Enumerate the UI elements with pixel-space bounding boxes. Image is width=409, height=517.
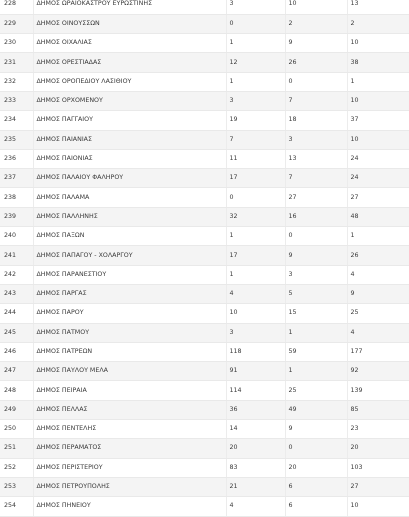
value-a: 12	[226, 53, 285, 72]
value-b: 15	[285, 304, 347, 323]
table-row	[0, 207, 409, 226]
value-total: 4	[347, 323, 409, 342]
value-total: 25	[347, 304, 409, 323]
value-a: 17	[226, 246, 285, 265]
municipality-name: ΔΗΜΟΣ ΠΑΤΜΟΥ	[33, 323, 226, 342]
value-b: 6	[285, 497, 347, 516]
value-b: 5	[285, 284, 347, 303]
value-a: 11	[226, 149, 285, 168]
table-row	[0, 381, 409, 400]
value-b: 7	[285, 91, 347, 110]
table-row	[0, 362, 409, 381]
municipality-name: ΔΗΜΟΣ ΠΕΤΡΟΥΠΟΛΗΣ	[33, 477, 226, 496]
row-index: 242	[0, 265, 33, 284]
municipality-name: ΔΗΜΟΣ ΠΕΝΤΕΛΗΣ	[33, 420, 226, 439]
value-total: 1	[347, 72, 409, 91]
value-total: 10	[347, 497, 409, 516]
value-total: 4	[347, 265, 409, 284]
value-a: 36	[226, 400, 285, 419]
row-index: 230	[0, 34, 33, 53]
municipality-name: ΔΗΜΟΣ ΠΑΛΑΙΟΥ ΦΑΛΗΡΟΥ	[33, 169, 226, 188]
value-total: 2	[347, 14, 409, 33]
row-index: 232	[0, 72, 33, 91]
value-b: 26	[285, 53, 347, 72]
table-row	[0, 130, 409, 149]
table-row	[0, 14, 409, 33]
value-a: 4	[226, 284, 285, 303]
value-total: 177	[347, 342, 409, 361]
row-index: 235	[0, 130, 33, 149]
value-a: 4	[226, 497, 285, 516]
municipality-name: ΔΗΜΟΣ ΠΑΙΑΝΙΑΣ	[33, 130, 226, 149]
value-a: 3	[226, 323, 285, 342]
value-b: 49	[285, 400, 347, 419]
row-index: 253	[0, 477, 33, 496]
row-index: 231	[0, 53, 33, 72]
row-index: 247	[0, 362, 33, 381]
value-total: 38	[347, 53, 409, 72]
value-b: 3	[285, 130, 347, 149]
table-row	[0, 265, 409, 284]
value-a: 1	[226, 72, 285, 91]
table-row	[0, 497, 409, 516]
value-total: 24	[347, 149, 409, 168]
value-a: 19	[226, 111, 285, 130]
value-a: 0	[226, 188, 285, 207]
table-row	[0, 72, 409, 91]
table-row	[0, 0, 409, 14]
value-b: 9	[285, 420, 347, 439]
value-b: 10	[285, 0, 347, 14]
municipality-name: ΔΗΜΟΣ ΠΕΛΛΑΣ	[33, 400, 226, 419]
row-index: 246	[0, 342, 33, 361]
table-row	[0, 323, 409, 342]
municipality-name: ΔΗΜΟΣ ΠΗΝΕΙΟΥ	[33, 497, 226, 516]
municipality-name: ΔΗΜΟΣ ΠΑΛΛΗΝΗΣ	[33, 207, 226, 226]
value-b: 2	[285, 14, 347, 33]
value-a: 1	[226, 265, 285, 284]
row-index: 252	[0, 458, 33, 477]
row-index: 233	[0, 91, 33, 110]
municipality-name: ΔΗΜΟΣ ΠΑΓΓΑΙΟΥ	[33, 111, 226, 130]
municipality-name: ΔΗΜΟΣ ΟΡΧΟΜΕΝΟΥ	[33, 91, 226, 110]
value-a: 3	[226, 91, 285, 110]
value-a: 20	[226, 439, 285, 458]
value-total: 139	[347, 381, 409, 400]
value-b: 9	[285, 34, 347, 53]
row-index: 238	[0, 188, 33, 207]
row-index: 236	[0, 149, 33, 168]
value-b: 27	[285, 188, 347, 207]
table-row	[0, 169, 409, 188]
value-b: 7	[285, 169, 347, 188]
row-index: 237	[0, 169, 33, 188]
value-b: 16	[285, 207, 347, 226]
value-total: 10	[347, 130, 409, 149]
table-row	[0, 420, 409, 439]
table-row	[0, 304, 409, 323]
value-b: 25	[285, 381, 347, 400]
municipality-name: ΔΗΜΟΣ ΠΑΞΩΝ	[33, 227, 226, 246]
value-a: 1	[226, 34, 285, 53]
value-total: 103	[347, 458, 409, 477]
municipality-name: ΔΗΜΟΣ ΠΑΛΑΜΑ	[33, 188, 226, 207]
value-total: 26	[347, 246, 409, 265]
row-index: 229	[0, 14, 33, 33]
value-b: 3	[285, 265, 347, 284]
municipality-name: ΔΗΜΟΣ ΠΑΙΟΝΙΑΣ	[33, 149, 226, 168]
row-index: 239	[0, 207, 33, 226]
row-index: 249	[0, 400, 33, 419]
table-row	[0, 246, 409, 265]
table-row	[0, 284, 409, 303]
municipality-name: ΔΗΜΟΣ ΠΕΡΑΜΑΤΟΣ	[33, 439, 226, 458]
value-b: 59	[285, 342, 347, 361]
municipality-name: ΔΗΜΟΣ ΟΡΟΠΕΔΙΟΥ ΛΑΣΙΘΙΟΥ	[33, 72, 226, 91]
table-row	[0, 188, 409, 207]
table-row	[0, 91, 409, 110]
municipality-name: ΔΗΜΟΣ ΠΑΡΓΑΣ	[33, 284, 226, 303]
value-a: 0	[226, 14, 285, 33]
municipality-name: ΔΗΜΟΣ ΟΡΕΣΤΙΑΔΑΣ	[33, 53, 226, 72]
value-total: 48	[347, 207, 409, 226]
value-total: 92	[347, 362, 409, 381]
table-row	[0, 227, 409, 246]
municipality-name: ΔΗΜΟΣ ΠΕΡΙΣΤΕΡΙΟΥ	[33, 458, 226, 477]
municipality-name: ΔΗΜΟΣ ΠΑΡΑΝΕΣΤΙΟΥ	[33, 265, 226, 284]
value-a: 17	[226, 169, 285, 188]
value-b: 1	[285, 323, 347, 342]
value-total: 10	[347, 91, 409, 110]
value-a: 14	[226, 420, 285, 439]
table-row	[0, 34, 409, 53]
table-row	[0, 342, 409, 361]
value-a: 21	[226, 477, 285, 496]
value-b: 0	[285, 439, 347, 458]
value-total: 13	[347, 0, 409, 14]
table-row	[0, 400, 409, 419]
value-b: 13	[285, 149, 347, 168]
municipality-name: ΔΗΜΟΣ ΠΑΠΑΓΟΥ - ΧΟΛΑΡΓΟΥ	[33, 246, 226, 265]
row-index: 245	[0, 323, 33, 342]
value-a: 7	[226, 130, 285, 149]
municipality-name: ΔΗΜΟΣ ΠΑΥΛΟΥ ΜΕΛΑ	[33, 362, 226, 381]
row-index: 250	[0, 420, 33, 439]
value-b: 20	[285, 458, 347, 477]
value-a: 32	[226, 207, 285, 226]
row-index: 244	[0, 304, 33, 323]
row-index: 241	[0, 246, 33, 265]
value-b: 9	[285, 246, 347, 265]
value-total: 37	[347, 111, 409, 130]
municipality-name: ΔΗΜΟΣ ΠΑΤΡΕΩΝ	[33, 342, 226, 361]
municipality-name: ΔΗΜΟΣ ΠΑΡΟΥ	[33, 304, 226, 323]
value-a: 91	[226, 362, 285, 381]
table-row	[0, 53, 409, 72]
value-b: 0	[285, 227, 347, 246]
municipality-name: ΔΗΜΟΣ ΩΡΑΙΟΚΑΣΤΡΟΥ ΕΥΡΩΣΤΙΝΗΣ	[33, 0, 226, 14]
row-index: 234	[0, 111, 33, 130]
value-a: 114	[226, 381, 285, 400]
value-b: 18	[285, 111, 347, 130]
value-total: 23	[347, 420, 409, 439]
row-index: 251	[0, 439, 33, 458]
table-row	[0, 439, 409, 458]
value-a: 10	[226, 304, 285, 323]
value-total: 1	[347, 227, 409, 246]
row-index: 254	[0, 497, 33, 516]
value-b: 1	[285, 362, 347, 381]
value-total: 9	[347, 284, 409, 303]
value-a: 3	[226, 0, 285, 14]
value-total: 20	[347, 439, 409, 458]
row-index: 228	[0, 0, 33, 14]
table-row	[0, 477, 409, 496]
table-row	[0, 149, 409, 168]
value-a: 118	[226, 342, 285, 361]
row-index: 243	[0, 284, 33, 303]
value-total: 27	[347, 188, 409, 207]
row-index: 240	[0, 227, 33, 246]
value-b: 6	[285, 477, 347, 496]
value-total: 85	[347, 400, 409, 419]
municipality-name: ΔΗΜΟΣ ΟΙΧΑΛΙΑΣ	[33, 34, 226, 53]
value-total: 10	[347, 34, 409, 53]
table-row	[0, 458, 409, 477]
value-b: 0	[285, 72, 347, 91]
municipality-name: ΔΗΜΟΣ ΠΕΙΡΑΙΑ	[33, 381, 226, 400]
value-total: 27	[347, 477, 409, 496]
municipality-name: ΔΗΜΟΣ ΟΙΝΟΥΣΣΩΝ	[33, 14, 226, 33]
row-index: 248	[0, 381, 33, 400]
value-a: 83	[226, 458, 285, 477]
value-a: 1	[226, 227, 285, 246]
table-row	[0, 111, 409, 130]
value-total: 24	[347, 169, 409, 188]
